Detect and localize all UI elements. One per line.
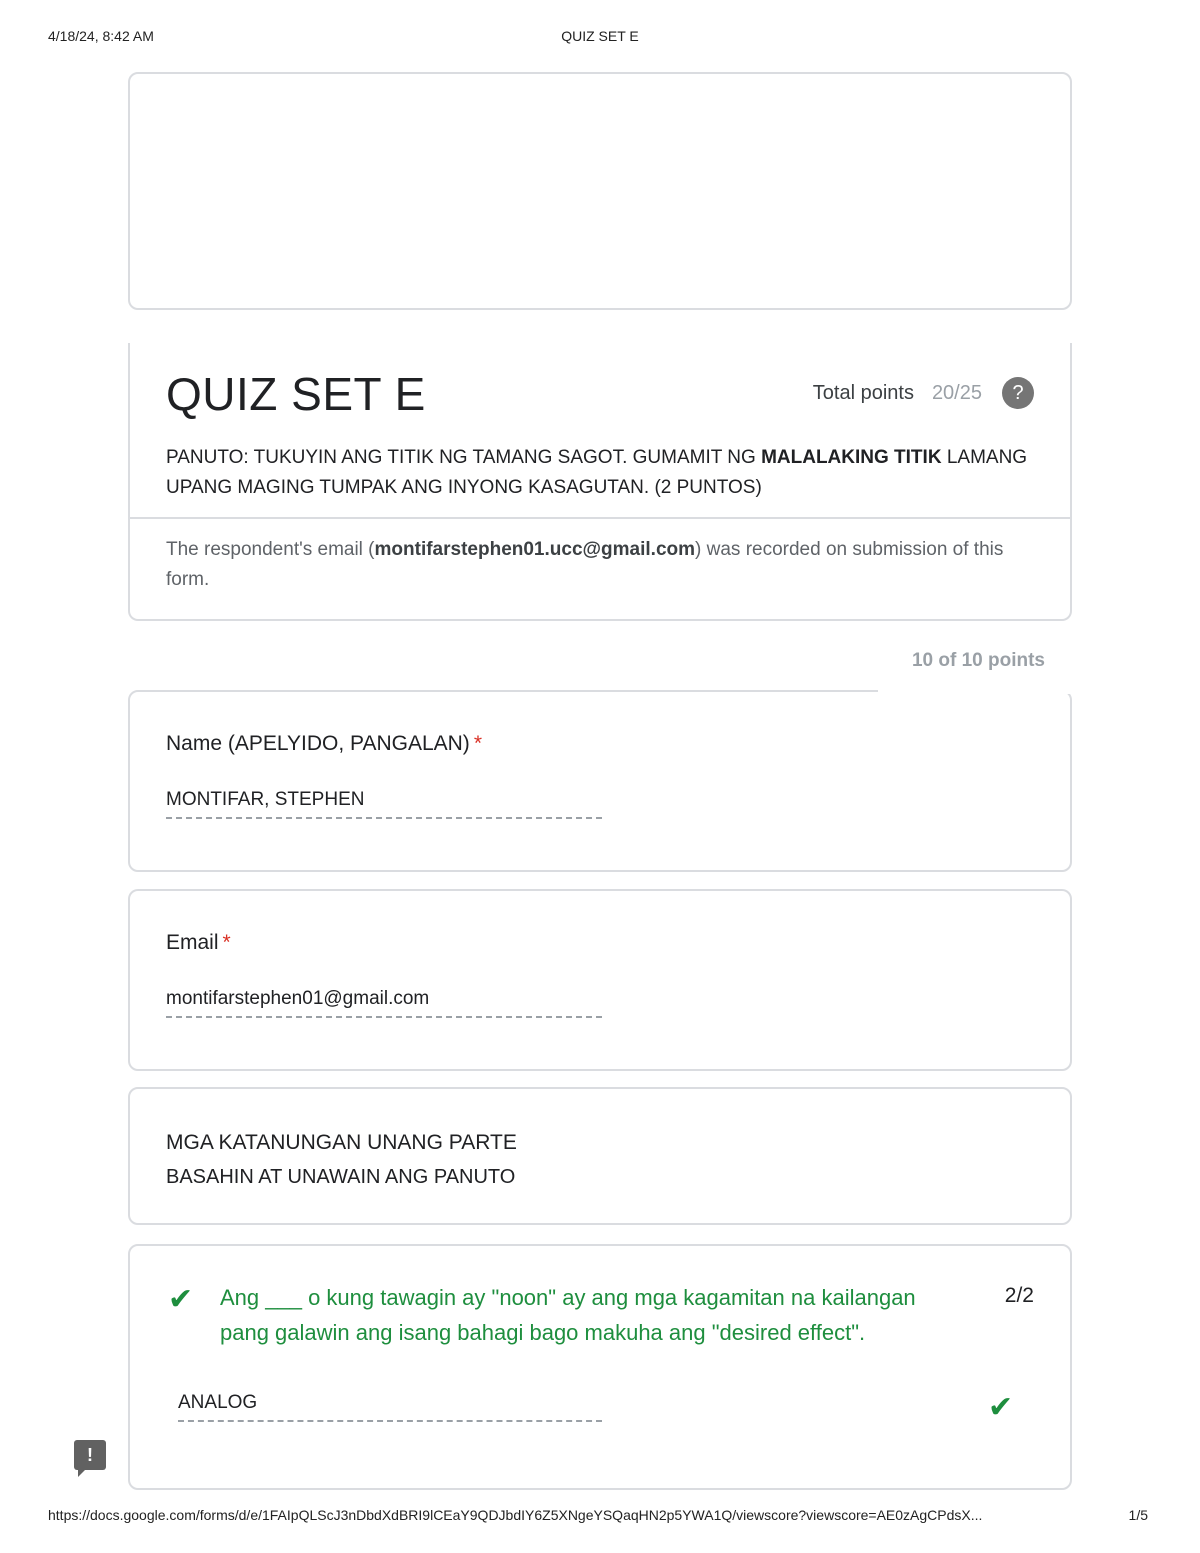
- email-note-prefix: The respondent's email (: [166, 539, 375, 560]
- question-1-points: 2/2: [1004, 1284, 1034, 1307]
- points-tab-gap: [878, 688, 1072, 694]
- print-page-number: 1/5: [1128, 1507, 1148, 1523]
- print-title: QUIZ SET E: [561, 28, 639, 44]
- section-header-card: [128, 1087, 1072, 1225]
- form-header-top: [130, 343, 1070, 519]
- question-title: [166, 732, 482, 756]
- question-name-card: [128, 690, 1072, 872]
- respondent-email-note: [166, 535, 1036, 595]
- email-answer: montifarstephen01@gmail.com: [166, 988, 602, 1018]
- question-1-card: [128, 1244, 1072, 1490]
- instructions-bold: MALALAKING TITIK: [761, 447, 942, 468]
- print-header: [0, 28, 1200, 48]
- total-points: [813, 377, 1034, 409]
- question-title-text: Name (APELYIDO, PANGALAN): [166, 732, 470, 755]
- correct-check-icon: ✔: [168, 1283, 194, 1316]
- form-header-card: [128, 343, 1072, 621]
- required-marker: *: [222, 931, 231, 954]
- question-1-text: Ang ___ o kung tawagin ay "noon" ay ang mga kagamitan na kailangan pang galawin ang isang bahagi bago makuha ang "desired effect".: [220, 1285, 916, 1345]
- total-points-score: 20/25: [931, 381, 982, 404]
- section-title: MGA KATANUNGAN UNANG PARTE: [166, 1131, 517, 1154]
- total-points-label: Total points: [812, 381, 914, 404]
- help-icon[interactable]: ?: [1002, 377, 1034, 409]
- name-answer: MONTIFAR, STEPHEN: [166, 789, 602, 819]
- instructions-text: PANUTO: TUKUYIN ANG TITIK NG TAMANG SAGOT. GUMAMIT NG: [166, 447, 762, 468]
- section-description: BASAHIN AT UNAWAIN ANG PANUTO: [166, 1166, 516, 1188]
- print-footer: [0, 1507, 1200, 1527]
- instructions-text-2: LAMANG UPANG MAGING TUMPAK ANG INYONG KASAGUTAN. (2 PUNTOS): [166, 447, 1028, 498]
- print-date: 4/18/24, 8:42 AM: [48, 28, 154, 44]
- answer-correct-check-icon: ✔: [988, 1391, 1014, 1424]
- form-banner: [128, 72, 1072, 310]
- form-title: QUIZ SET E: [166, 368, 426, 420]
- required-marker: *: [473, 732, 482, 755]
- section-points: 10 of 10 points: [911, 650, 1045, 671]
- email-note-suffix: ) was recorded on submission of this form.: [166, 539, 1004, 590]
- question-1-answer: ANALOG: [178, 1392, 602, 1422]
- question-title: [166, 931, 231, 955]
- email-note-email: montifarstephen01.ucc@gmail.com: [374, 539, 696, 560]
- feedback-icon[interactable]: !: [74, 1440, 106, 1470]
- form-instructions: [166, 443, 1036, 503]
- question-email-card: [128, 889, 1072, 1071]
- print-url: https://docs.google.com/forms/d/e/1FAIpQLScJ3nDbdXdBRI9lCEaY9QDJbdIY6Z5XNgeYSQaqHN2p5YWA1Q/viewscore?viewscore=AE0zAgCPdsX...: [48, 1507, 983, 1523]
- question-title-text: Email: [166, 931, 219, 954]
